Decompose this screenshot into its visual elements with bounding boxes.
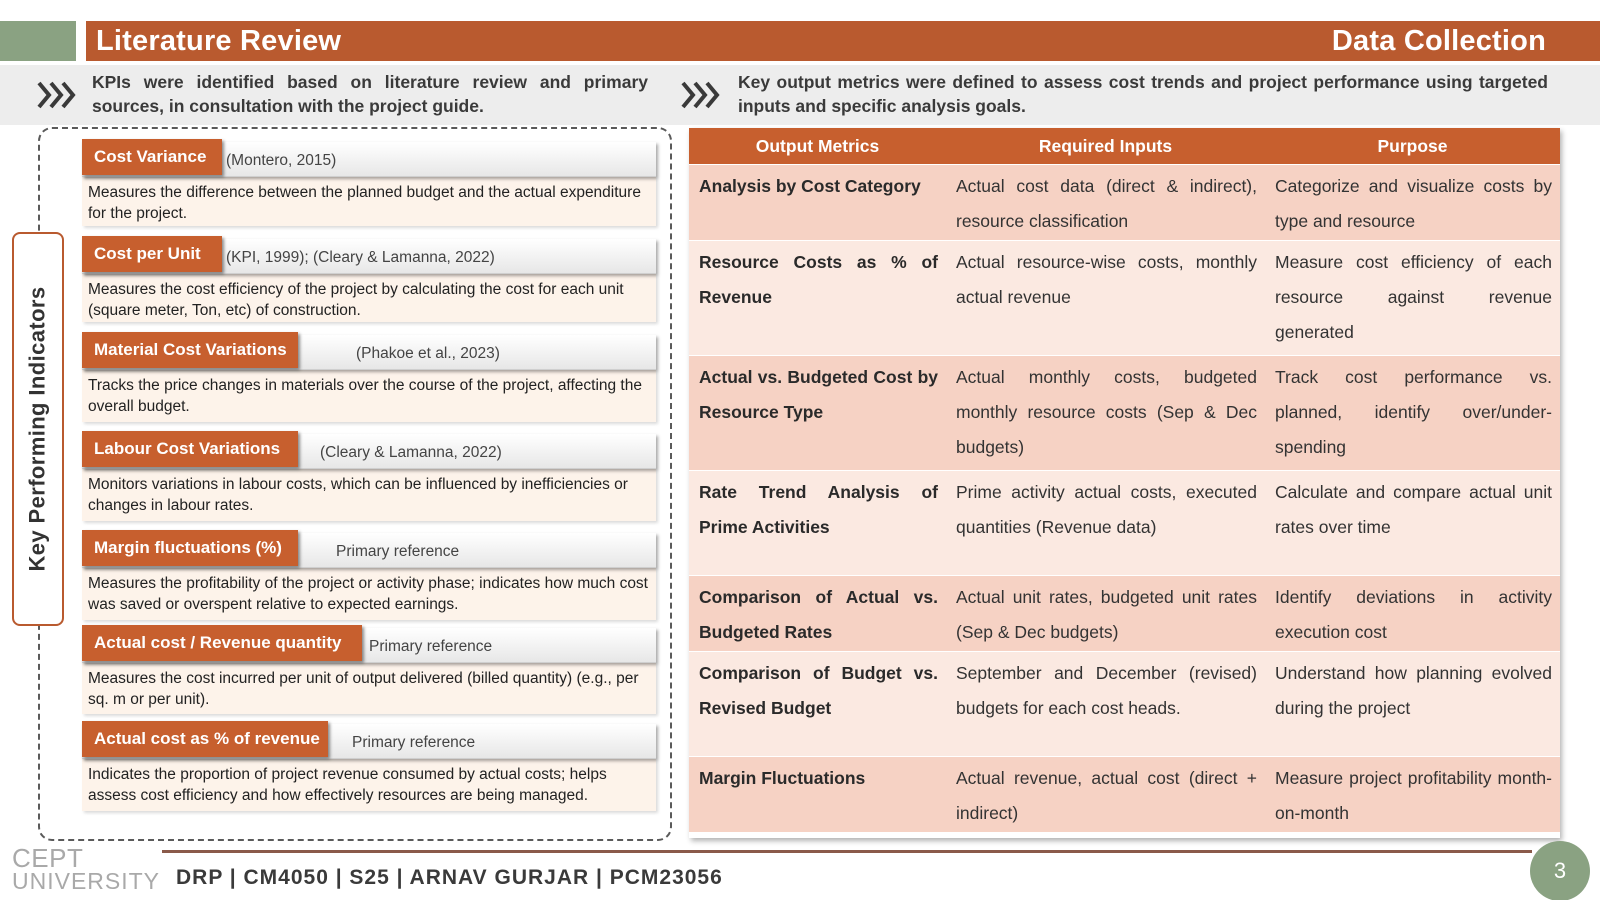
footer-text: DRP | CM4050 | S25 | ARNAV GURJAR | PCM23056	[176, 866, 723, 889]
column-header: Required Inputs	[1038, 135, 1173, 156]
chevron-right-icon	[36, 77, 80, 113]
kpi-item-cost-per-unit	[82, 236, 656, 322]
kpi-title: Actual cost as % of revenue	[82, 721, 328, 757]
footer-divider	[162, 850, 1532, 853]
kpi-vertical-label: Key Performing Indicators	[25, 286, 51, 572]
kpi-title: Actual cost / Revenue quantity	[82, 625, 362, 661]
university-logo-top: CEPT	[12, 843, 84, 873]
cell-purpose: Measure cost efficiency of each resource against revenue generated	[1275, 252, 1552, 342]
cell-metric: Comparison of Actual vs. Budgeted Rates	[699, 587, 938, 642]
cell-purpose: Categorize and visualize costs by type and resource	[1275, 176, 1552, 231]
cell-metric: Comparison of Budget vs. Revised Budget	[699, 663, 938, 718]
kpi-reference: (Phakoe et al., 2023)	[356, 345, 500, 362]
cell-purpose: Track cost performance vs. planned, identify over/under-spending	[1275, 367, 1552, 457]
kpi-item-cost-variance	[82, 139, 656, 226]
kpi-item-actual-cost-revenue-quantity	[82, 625, 656, 714]
cell-purpose: Measure project profitability month-on-month	[1275, 768, 1552, 823]
kpi-description: Indicates the proportion of project revenue consumed by actual costs; helps assess cost efficiency and how effectively resources are being managed.	[82, 759, 656, 811]
kpi-reference: Primary reference	[352, 734, 476, 751]
cell-inputs: Actual cost data (direct & indirect), resource classification	[956, 176, 1257, 231]
cell-inputs: September and December (revised) budgets for each cost heads.	[956, 663, 1257, 718]
kpi-reference: Primary reference	[369, 638, 493, 655]
section-title-right: Data Collection	[1331, 24, 1546, 57]
header-accent-block	[0, 21, 76, 61]
kpi-item-material-cost-variations	[82, 332, 656, 422]
kpi-vertical-label-box	[12, 232, 64, 626]
kpi-description: Monitors variations in labour costs, which can be influenced by inefficiencies or changes in labour rates.	[82, 469, 656, 521]
cell-metric: Margin Fluctuations	[699, 768, 866, 788]
table-row	[689, 756, 1560, 832]
kpi-reference: (KPI, 1999); (Cleary & Lamanna, 2022)	[226, 249, 495, 266]
cell-inputs: Actual resource-wise costs, monthly actual revenue	[956, 252, 1257, 307]
kpi-description: Measures the profitability of the project or activity phase; indicates how much cost was saved or overspent relative to expected earnings.	[82, 568, 656, 620]
kpi-title: Cost per Unit	[82, 236, 222, 272]
table-row	[689, 240, 1560, 355]
kpi-title: Labour Cost Variations	[82, 431, 298, 467]
column-header: Purpose	[1377, 135, 1448, 156]
cell-purpose: Calculate and compare actual unit rates over time	[1275, 482, 1552, 537]
kpi-title: Cost Variance	[82, 139, 222, 175]
kpi-description: Measures the difference between the planned budget and the actual expenditure for the project.	[82, 177, 656, 226]
table-row	[689, 470, 1560, 575]
column-header: Output Metrics	[755, 135, 880, 156]
table-row	[689, 355, 1560, 470]
cell-inputs: Actual unit rates, budgeted unit rates (Sep & Dec budgets)	[956, 587, 1257, 642]
table-row	[689, 651, 1560, 756]
kpi-title: Margin fluctuations (%)	[82, 530, 298, 566]
title-bar	[86, 21, 1600, 61]
kpi-reference: (Cleary & Lamanna, 2022)	[320, 444, 502, 461]
intro-text-right: Key output metrics were defined to assess cost trends and project performance using targeted inputs and specific analysis goals.	[738, 72, 1548, 116]
intro-text-left: KPIs were identified based on literature review and primary sources, in consultation with the project guide.	[92, 72, 648, 116]
kpi-description: Measures the cost efficiency of the project by calculating the cost for each unit (square meter, Ton, etc) of construction.	[82, 274, 656, 322]
section-title-left: Literature Review	[96, 24, 342, 57]
chevron-right-icon	[680, 77, 724, 113]
kpi-description: Tracks the price changes in materials over the course of the project, affecting the overall budget.	[82, 370, 656, 422]
cell-metric: Actual vs. Budgeted Cost by Resource Type	[699, 367, 938, 422]
kpi-item-labour-cost-variations	[82, 431, 656, 521]
kpi-item-actual-cost-percent-revenue	[82, 721, 656, 811]
kpi-reference: (Montero, 2015)	[226, 152, 337, 169]
table-row	[689, 164, 1560, 240]
kpi-title: Material Cost Variations	[82, 332, 298, 368]
table-header	[689, 128, 1560, 164]
output-metrics-table	[689, 128, 1560, 838]
cell-inputs: Actual monthly costs, budgeted monthly resource costs (Sep & Dec budgets)	[956, 367, 1257, 457]
university-logo-bottom: UNIVERSITY	[12, 868, 161, 894]
kpi-item-margin-fluctuations	[82, 530, 656, 620]
page-number: 3	[1530, 841, 1590, 900]
cell-purpose: Identify deviations in activity execution cost	[1275, 587, 1552, 642]
cell-inputs: Prime activity actual costs, executed quantities (Revenue data)	[956, 482, 1257, 537]
table-row	[689, 575, 1560, 651]
cell-metric: Rate Trend Analysis of Prime Activities	[699, 482, 938, 537]
cell-purpose: Understand how planning evolved during the project	[1275, 663, 1552, 718]
kpi-reference: Primary reference	[336, 543, 460, 560]
cell-metric: Analysis by Cost Category	[699, 176, 921, 196]
cell-metric: Resource Costs as % of Revenue	[699, 252, 938, 307]
kpi-description: Measures the cost incurred per unit of output delivered (billed quantity) (e.g., per sq. m or per unit).	[82, 663, 656, 714]
cell-inputs: Actual revenue, actual cost (direct + indirect)	[956, 768, 1257, 823]
